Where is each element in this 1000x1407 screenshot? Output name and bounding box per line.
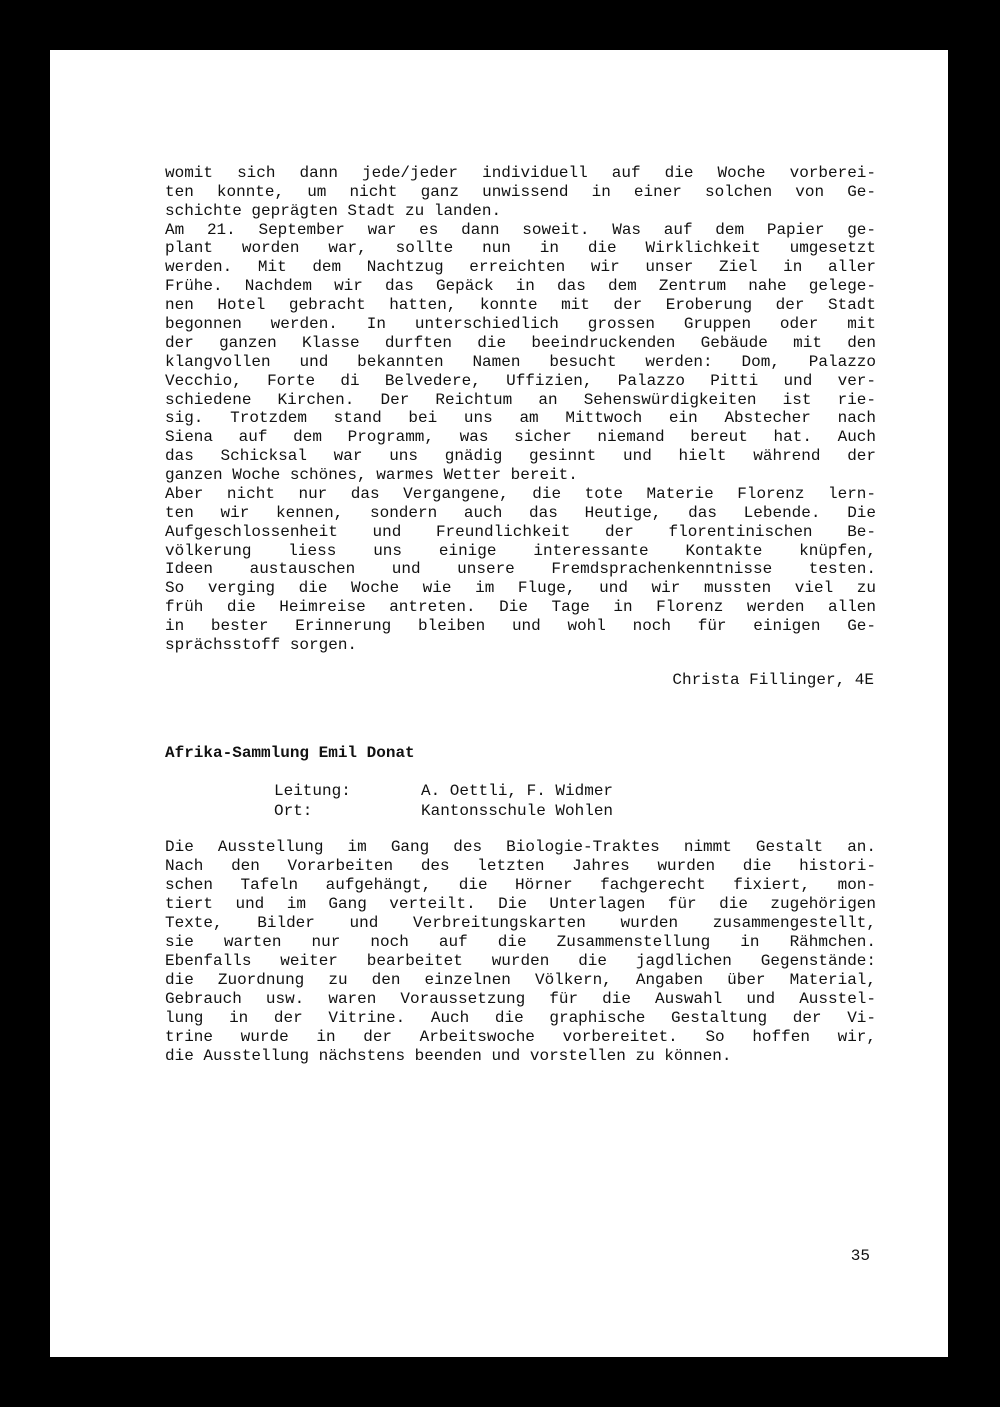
body-line: früh die Heimreise antreten. Die Tage in Florenz werden allen — [165, 598, 876, 616]
section-line: tiert und im Gang verteilt. Die Unterlagen für die zugehörigen — [165, 895, 876, 913]
section-line: sie warten nur noch auf die Zusammenstellung in Rähmchen. — [165, 933, 876, 951]
section-heading: Afrika-Sammlung Emil Donat — [165, 744, 415, 762]
body-line: ten wir kennen, sondern auch das Heutige, das Lebende. Die — [165, 504, 876, 522]
info-label-ort: Ort: — [274, 802, 313, 820]
body-line: klangvollen und bekannten Namen besucht werden: Dom, Palazzo — [165, 353, 876, 371]
body-line: in bester Erinnerung bleiben und wohl noch für einigen Ge- — [165, 617, 876, 635]
section-line: Die Ausstellung im Gang des Biologie-Traktes nimmt Gestalt an. — [165, 838, 876, 856]
section-line: schen Tafeln aufgehängt, die Hörner fachgerecht fixiert, mon- — [165, 876, 876, 894]
section-line: Texte, Bilder und Verbreitungskarten wurden zusammengestellt, — [165, 914, 876, 932]
section-line: Nach den Vorarbeiten des letzten Jahres wurden die histori- — [165, 857, 876, 875]
author-signature: Christa Fillinger, 4E — [672, 671, 874, 689]
body-line: So verging die Woche wie im Fluge, und wir mussten viel zu — [165, 579, 876, 597]
body-line: schichte geprägten Stadt zu landen. — [165, 202, 502, 220]
body-line: nen Hotel gebracht hatten, konnte mit der Eroberung der Stadt — [165, 296, 876, 314]
section-line: lung in der Vitrine. Auch die graphische Gestaltung der Vi- — [165, 1009, 876, 1027]
section-line: Gebrauch usw. waren Voraussetzung für die Auswahl und Ausstel- — [165, 990, 876, 1008]
info-label-leitung: Leitung: — [274, 782, 351, 800]
body-line: Frühe. Nachdem wir das Gepäck in das dem Zentrum nahe gelege- — [165, 277, 876, 295]
body-line: schiedene Kirchen. Der Reichtum an Sehenswürdigkeiten ist rie- — [165, 391, 876, 409]
body-line: das Schicksal war uns gnädig gesinnt und hielt während der — [165, 447, 876, 465]
section-line: die Zuordnung zu den einzelnen Völkern, Angaben über Material, — [165, 971, 876, 989]
section-line: trine wurde in der Arbeitswoche vorbereitet. So hoffen wir, — [165, 1028, 876, 1046]
info-value-leitung: A. Oettli, F. Widmer — [421, 782, 614, 800]
body-line: werden. Mit dem Nachtzug erreichten wir unser Ziel in aller — [165, 258, 876, 276]
body-line: sig. Trotzdem stand bei uns am Mittwoch ein Abstecher nach — [165, 409, 876, 427]
document-page — [50, 50, 948, 1357]
section-line: Ebenfalls weiter bearbeitet wurden die jagdlichen Gegenstände: — [165, 952, 876, 970]
body-line: ten konnte, um nicht ganz unwissend in einer solchen von Ge- — [165, 183, 876, 201]
body-line: Aber nicht nur das Vergangene, die tote Materie Florenz lern- — [165, 485, 876, 503]
body-line: Vecchio, Forte di Belvedere, Uffizien, Palazzo Pitti und ver- — [165, 372, 876, 390]
body-line: sprächsstoff sorgen. — [165, 636, 358, 654]
info-value-ort: Kantonsschule Wohlen — [421, 802, 614, 820]
body-line: Am 21. September war es dann soweit. Was auf dem Papier ge- — [165, 221, 876, 239]
body-line: Siena auf dem Programm, was sicher niemand bereut hat. Auch — [165, 428, 876, 446]
body-line: der ganzen Klasse durften die beeindruckenden Gebäude mit den — [165, 334, 876, 352]
body-line: völkerung liess uns einige interessante Kontakte knüpfen, — [165, 542, 876, 560]
body-line: Aufgeschlossenheit und Freundlichkeit der florentinischen Be- — [165, 523, 876, 541]
body-line: ganzen Woche schönes, warmes Wetter bereit. — [165, 466, 578, 484]
body-line: Ideen austauschen und unsere Fremdsprachenkenntnisse testen. — [165, 560, 876, 578]
body-line: womit sich dann jede/jeder individuell auf die Woche vorberei- — [165, 164, 876, 182]
body-line: plant worden war, sollte nun in die Wirklichkeit umgesetzt — [165, 239, 876, 257]
body-line: begonnen werden. In unterschiedlich grossen Gruppen oder mit — [165, 315, 876, 333]
section-line: die Ausstellung nächstens beenden und vorstellen zu können. — [165, 1047, 732, 1065]
page-number: 35 — [850, 1247, 870, 1265]
